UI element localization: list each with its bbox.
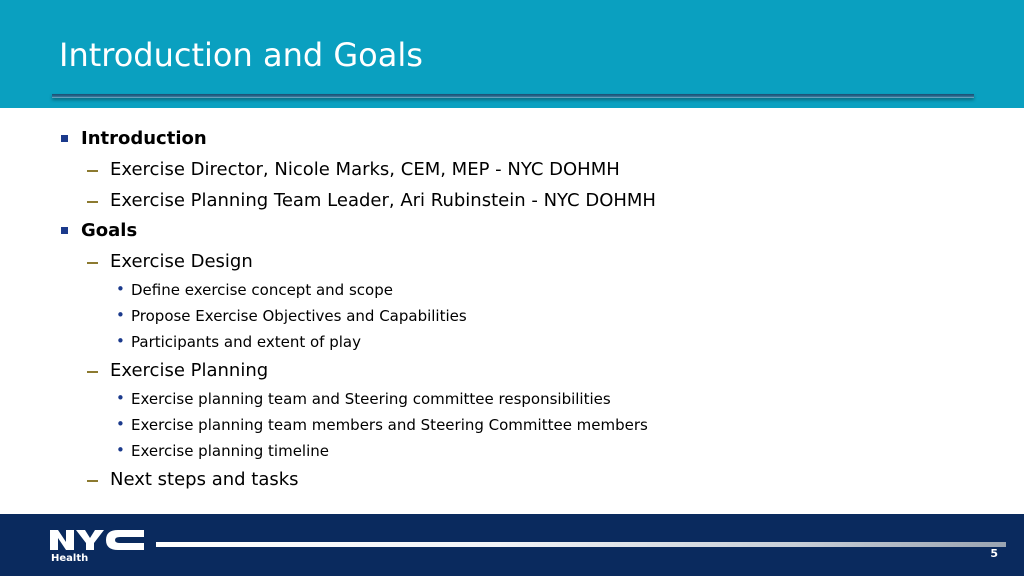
dot-bullet-icon: • (116, 415, 125, 433)
bullet-text: Define exercise concept and scope (131, 281, 393, 299)
sub-sub-bullet (116, 441, 330, 460)
sub-bullet (110, 360, 268, 381)
sub-sub-bullet (116, 332, 361, 351)
bullet-introduction (81, 128, 207, 149)
bullet-text: Propose Exercise Objectives and Capabilities (131, 307, 467, 325)
dash-bullet-icon (87, 262, 98, 264)
bullet-text: Exercise Director, Nicole Marks, CEM, MEP - NYC DOHMH (110, 159, 620, 180)
bullet-text: Next steps and tasks (110, 469, 299, 490)
sub-bullet (110, 190, 656, 211)
dot-bullet-icon: • (116, 306, 125, 324)
dash-bullet-icon (87, 201, 98, 203)
sub-sub-bullet (116, 389, 611, 408)
bullet-text: Introduction (81, 128, 207, 149)
bullet-text: Participants and extent of play (131, 333, 361, 351)
sub-bullet (110, 159, 620, 180)
sub-sub-bullet (116, 280, 393, 299)
bullet-text: Exercise planning team and Steering committee responsibilities (131, 390, 611, 408)
dash-bullet-icon (87, 371, 98, 373)
sub-bullet (110, 251, 253, 272)
square-bullet-icon (61, 135, 68, 142)
dot-bullet-icon: • (116, 280, 125, 298)
dash-bullet-icon (87, 480, 98, 482)
bullet-text: Exercise planning team members and Steering Committee members (131, 416, 648, 434)
sub-sub-bullet (116, 415, 648, 434)
footer-gradient-bar (156, 542, 1006, 547)
bullet-text: Exercise planning timeline (131, 442, 330, 460)
slide-title: Introduction and Goals (59, 36, 423, 74)
page-number: 5 (990, 547, 998, 560)
bullet-text: Exercise Planning Team Leader, Ari Rubinstein - NYC DOHMH (110, 190, 656, 211)
dot-bullet-icon: • (116, 332, 125, 350)
header-divider (52, 94, 974, 98)
bullet-text: Goals (81, 220, 138, 241)
dot-bullet-icon: • (116, 441, 125, 459)
sub-sub-bullet (116, 306, 467, 325)
nyc-logo-icon (50, 528, 146, 552)
dot-bullet-icon: • (116, 389, 125, 407)
sub-bullet (110, 469, 299, 490)
title-bar (0, 0, 1024, 108)
logo-subtitle: Health (51, 553, 89, 564)
dash-bullet-icon (87, 170, 98, 172)
square-bullet-icon (61, 227, 68, 234)
bullet-text: Exercise Design (110, 251, 253, 272)
bullet-text: Exercise Planning (110, 360, 269, 381)
bullet-goals (81, 220, 137, 241)
footer-bar (0, 514, 1024, 576)
